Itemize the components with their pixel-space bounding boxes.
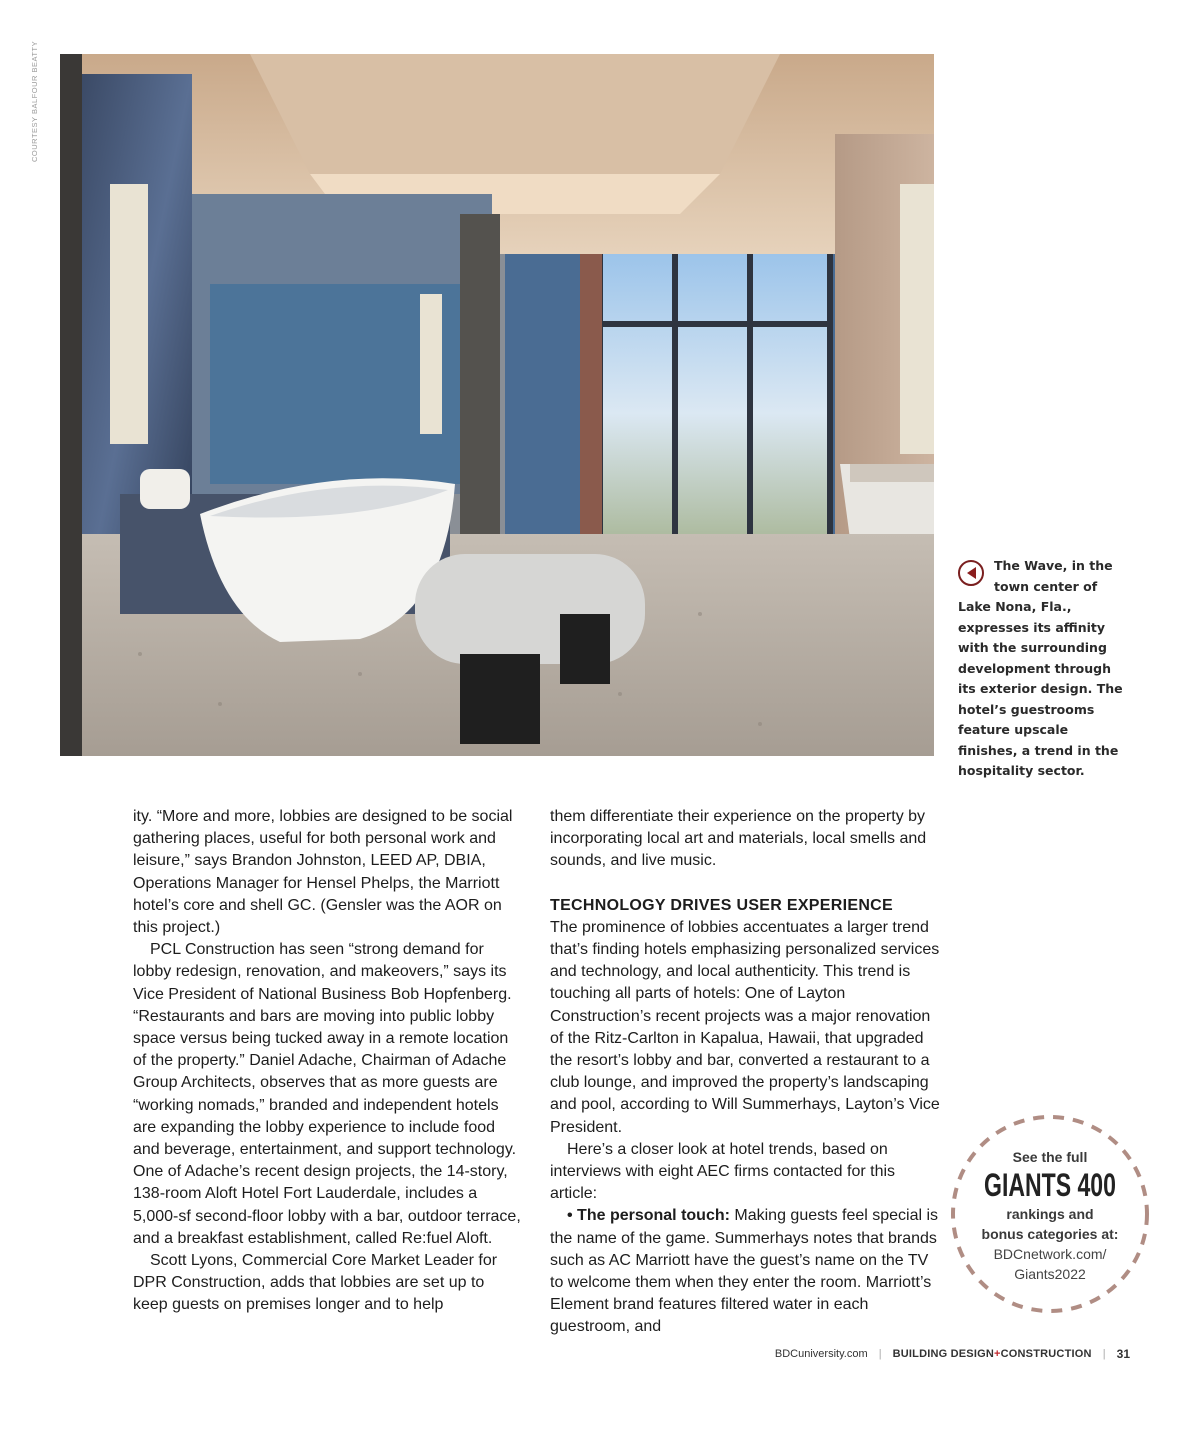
giants-promo-badge[interactable] (948, 1112, 1152, 1316)
photo-credit: COURTESY BALFOUR BEATTY (30, 40, 39, 162)
promo-title: GIANTS 400 (984, 1167, 1116, 1203)
paragraph: Scott Lyons, Commercial Core Market Leader for DPR Construction, adds that lobbies are set up to keep guests on premises longer and to help (133, 1252, 498, 1314)
paragraph: Here’s a closer look at hotel trends, based on interviews with eight AEC firms contacted for this article: (550, 1140, 896, 1203)
paragraph: them differentiate their experience on the property by incorporating local art and materials, local smells and sounds, and live music. (550, 808, 927, 870)
footer-site[interactable]: BDCuniversity.com (774, 1348, 868, 1361)
promo-url-line2[interactable]: Giants2022 (1014, 1266, 1086, 1282)
article-column-left (133, 806, 523, 1317)
left-arrow-circle-icon (958, 560, 984, 586)
article-column-right (550, 806, 940, 1339)
section-subhead: TECHNOLOGY DRIVES USER EXPERIENCE (550, 896, 894, 914)
bullet-paragraph (550, 1205, 940, 1338)
promo-rankings: rankings and (1006, 1206, 1094, 1222)
paragraph: The prominence of lobbies accentuates a larger trend that’s finding hotels emphasizing personalized services and technology, and local authenticity. This trend is touching all parts of hotels: One of Layton Construction’s recent projects was a major renovation of the Ritz-Carlton in Kapalua, Hawaii, that upgraded the resort’s lobby and bar, converted a restaurant to a club lounge, and improved the property’s landscaping and pool, according to Will Summerhays, Layton’s Vice President. (550, 918, 940, 1136)
caption-text: The Wave, in the town center of Lake Nona, Fla., expresses its affinity with the surrounding development through its exterior design. The hotel’s guestrooms feature upscale finishes, a trend in the hospitality sector. (958, 558, 1123, 778)
photo-caption (958, 556, 1128, 782)
paragraph: PCL Construction has seen “strong demand for lobby redesign, renovation, and makeovers,” says its Vice President of National Business Bob Hopfenberg. “Restaurants and bars are moving into public lobby space versus being tucked away in a remote location of the property.” Daniel Adache, Chairman of Adache Group Architects, observes that as more guests are “working nomads,” branded and independent hotels are expanding the lobby experience to include food and beverage, entertainment, and support technology. One of Adache’s recent design projects, the 14-story, 138-room Aloft Hotel Fort Lauderdale, includes a 5,000-sf second-floor lobby with a bar, outdoor terrace, and a breakfast establishment, called Re:fuel Aloft. (133, 941, 521, 1247)
promo-intro: See the full (1012, 1149, 1088, 1165)
bathroom-photo (60, 54, 934, 756)
bathroom-photo-illustration (60, 54, 934, 756)
promo-url-line1[interactable]: BDCnetwork.com/ (993, 1246, 1107, 1262)
page-number: 31 (1116, 1347, 1130, 1362)
bullet-text: Making guests feel special is the name of the game. Summerhays notes that brands such as AC Marriott have the guest’s name on the TV to welcome them when they enter the room. Marriott’s Element brand features filtered water in each guestroom, and (550, 1207, 939, 1336)
footer-magazine-name: BUILDING DESIGN+CONSTRUCTION (892, 1348, 1092, 1361)
promo-bonus: bonus categories at: (981, 1226, 1119, 1242)
paragraph: ity. “More and more, lobbies are designed to be social gathering places, useful for both personal work and leisure,” says Brandon Johnston, LEED AP, DBIA, Operations Manager for Hensel Phelps, the Marriott hotel’s core and shell GC. (Gensler was the AOR on this project.) (133, 808, 513, 937)
bullet-label: • The personal touch: (567, 1207, 730, 1225)
page-footer: BDCuniversity.com | BUILDING DESIGN+CONSTRUCTION | 31 (774, 1347, 1130, 1362)
